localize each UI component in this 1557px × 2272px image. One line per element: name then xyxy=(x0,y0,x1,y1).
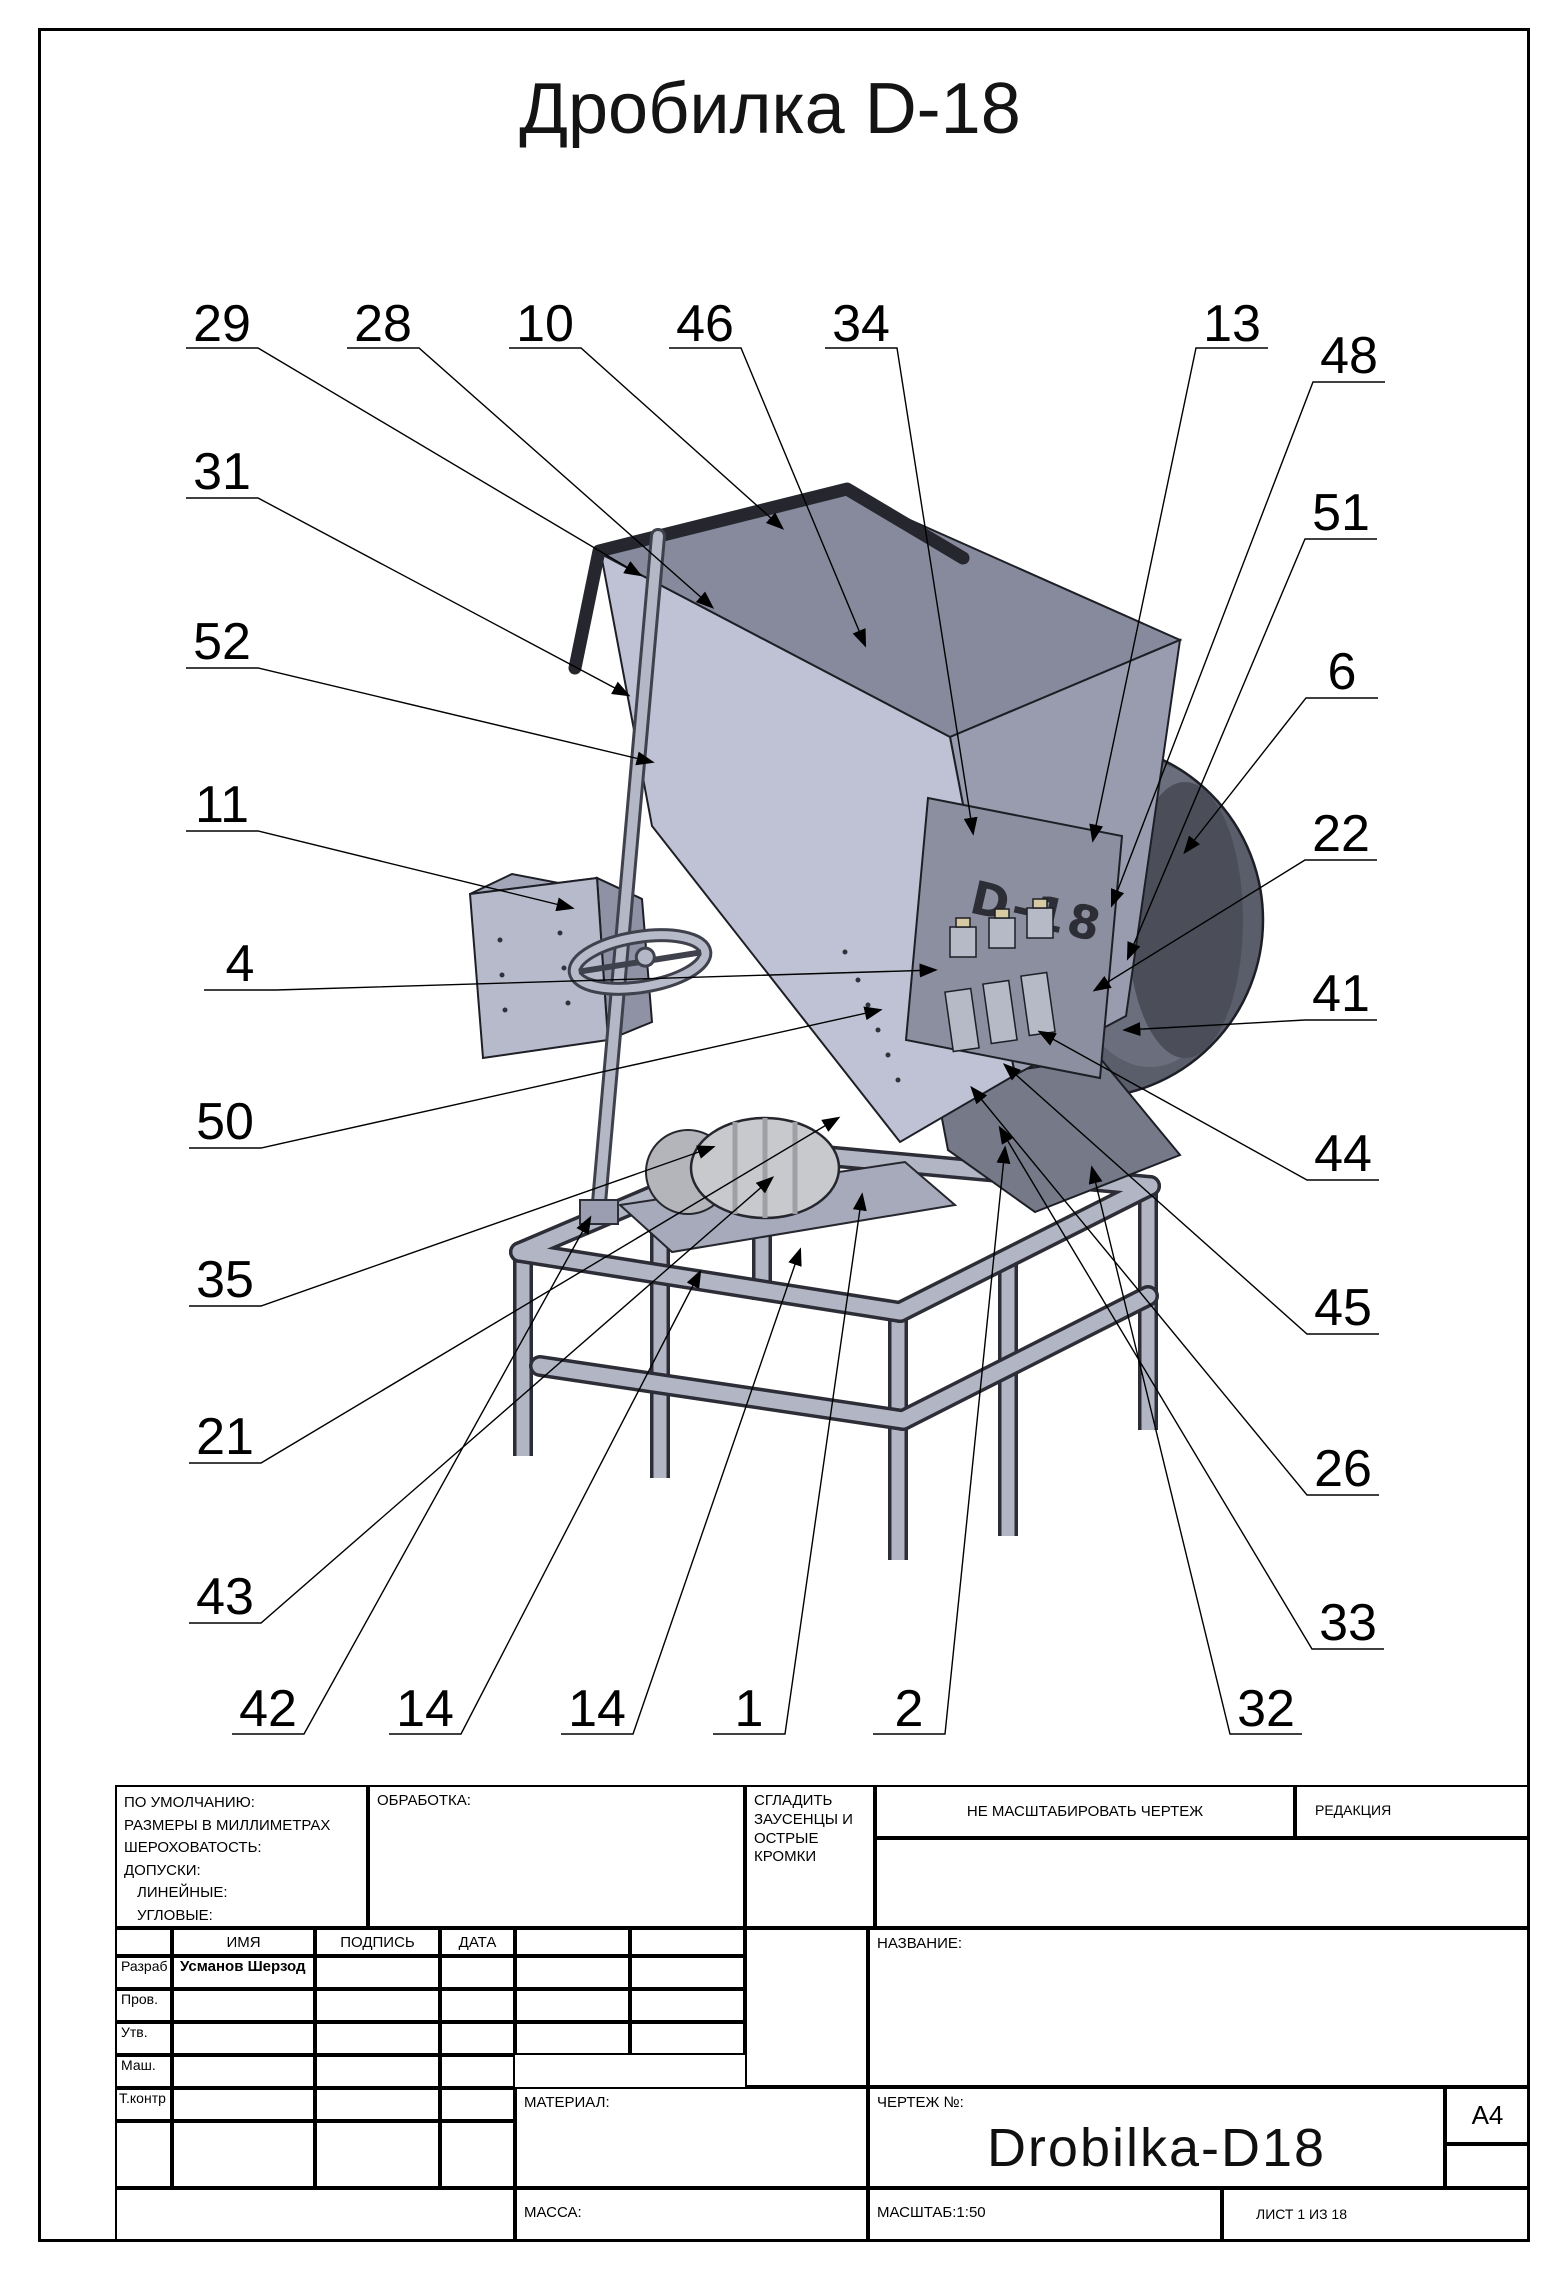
sig-empty xyxy=(172,1989,315,2022)
callout-50: 50 xyxy=(196,1093,254,1151)
drafter-name: Усманов Шерзод xyxy=(180,1958,306,1975)
no-scale-label: НЕ МАСШТАБИРОВАТЬ ЧЕРТЕЖ xyxy=(966,1803,1204,1820)
sig-row-label xyxy=(115,1989,172,2022)
callout-14a: 14 xyxy=(396,1680,454,1738)
sig-empty xyxy=(440,2121,515,2188)
leader-14b xyxy=(561,1250,800,1738)
callout-4: 4 xyxy=(225,935,255,993)
sig-empty xyxy=(440,2088,515,2121)
defaults-cell xyxy=(115,1785,368,1928)
callout-44: 44 xyxy=(1314,1125,1372,1183)
mass-cell xyxy=(515,2188,868,2242)
scale-cell xyxy=(868,2188,1222,2242)
sig-row-label xyxy=(115,2088,172,2121)
callout-48: 48 xyxy=(1320,327,1378,385)
sig-empty xyxy=(630,1989,745,2022)
sig-empty xyxy=(172,2022,315,2055)
leader-33 xyxy=(1000,1125,1384,1652)
callout-28: 28 xyxy=(354,295,412,353)
callout-22: 22 xyxy=(1312,805,1370,863)
callout-31: 31 xyxy=(193,443,251,501)
checked-label: Пров. xyxy=(121,1991,158,2007)
sig-header-date xyxy=(440,1928,515,1956)
callout-51: 51 xyxy=(1312,484,1370,542)
sig-empty xyxy=(315,2088,440,2121)
defaults-line: ЛИНЕЙНЫЕ: xyxy=(137,1884,228,1901)
sig-empty xyxy=(440,2022,515,2055)
drawing-number-label: ЧЕРТЕЖ №: xyxy=(877,2094,964,2111)
defaults-line: УГЛОВЫЕ: xyxy=(137,1906,213,1924)
sig-empty xyxy=(440,1956,515,1989)
sig-empty xyxy=(440,1989,515,2022)
leader-35 xyxy=(189,1147,713,1309)
revision-empty-cell xyxy=(875,1838,1530,1928)
format-empty-cell xyxy=(1445,2144,1530,2188)
bottom-empty-cell xyxy=(115,2188,515,2242)
callout-11: 11 xyxy=(195,776,249,834)
sheet-label: ЛИСТ 1 ИЗ 18 xyxy=(1256,2206,1347,2222)
sig-row-label xyxy=(115,2055,172,2088)
callout-43: 43 xyxy=(196,1568,254,1626)
title-name-cell xyxy=(868,1928,1530,2087)
title-name-label: НАЗВАНИЕ: xyxy=(877,1935,963,1952)
sig-empty xyxy=(630,2022,745,2055)
drafted-label: Разраб xyxy=(121,1958,168,1974)
signature-header-label: ПОДПИСЬ xyxy=(340,1933,415,1951)
callout-2: 2 xyxy=(894,1680,924,1738)
callout-42: 42 xyxy=(239,1680,297,1738)
sig-empty xyxy=(630,1956,745,1989)
sig-empty xyxy=(315,2022,440,2055)
callout-6: 6 xyxy=(1327,643,1357,701)
sig-empty xyxy=(315,2121,440,2188)
sig-empty xyxy=(315,1956,440,1989)
sig-header-empty xyxy=(115,1928,172,1956)
leader-42 xyxy=(232,1218,590,1738)
callout-21: 21 xyxy=(196,1408,254,1466)
date-header-label: ДАТА xyxy=(458,1933,497,1951)
revision-cell xyxy=(1295,1785,1530,1838)
defaults-line: ПО УМОЛЧАНИЮ: xyxy=(124,1794,255,1811)
callout-41: 41 xyxy=(1312,965,1370,1023)
callout-46: 46 xyxy=(676,295,734,353)
drawing-number: Drobilka-D18 xyxy=(986,2118,1327,2178)
scale-label: МАСШТАБ:1:50 xyxy=(877,2204,986,2221)
defaults-line: ДОПУСКИ: xyxy=(124,1861,201,1879)
callout-32: 32 xyxy=(1237,1680,1295,1738)
callout-45: 45 xyxy=(1314,1279,1372,1337)
leader-52 xyxy=(186,668,652,762)
sig-header-empty2 xyxy=(515,1928,630,1956)
callout-1: 1 xyxy=(734,1680,764,1738)
sig-header-name xyxy=(172,1928,315,1956)
defaults-line: ШЕРОХОВАТОСТЬ: xyxy=(124,1839,262,1856)
sheet-cell xyxy=(1222,2188,1530,2242)
strip-cell xyxy=(745,1928,868,2087)
sig-empty xyxy=(515,1956,630,1989)
sig-row-label xyxy=(115,1956,172,1989)
approved-label: Утв. xyxy=(121,2024,148,2040)
leader-10 xyxy=(509,348,782,528)
sig-empty xyxy=(172,2121,315,2188)
material-label: МАТЕРИАЛ: xyxy=(524,2094,610,2111)
finish-label: ОБРАБОТКА: xyxy=(377,1792,471,1809)
no-scale-cell xyxy=(875,1785,1295,1838)
callout-14b: 14 xyxy=(568,1680,626,1738)
callout-34: 34 xyxy=(832,295,890,353)
material-cell xyxy=(515,2087,868,2188)
sig-empty xyxy=(515,2022,630,2055)
finish-cell xyxy=(368,1785,745,1928)
deburr-cell xyxy=(745,1785,875,1928)
drafter-name-cell xyxy=(172,1956,315,1989)
machine-label: Маш. xyxy=(121,2057,156,2073)
callout-13: 13 xyxy=(1203,295,1261,353)
sig-header-empty3 xyxy=(630,1928,745,1956)
mass-label: МАССА: xyxy=(524,2204,582,2221)
sig-empty xyxy=(515,1989,630,2022)
callout-33: 33 xyxy=(1319,1594,1377,1652)
leader-31 xyxy=(186,498,628,695)
callout-52: 52 xyxy=(193,613,251,671)
defaults-line: РАЗМЕРЫ В МИЛЛИМЕТРАХ xyxy=(124,1816,331,1834)
sig-empty xyxy=(315,2055,440,2088)
callout-35: 35 xyxy=(196,1251,254,1309)
title-block xyxy=(115,1785,1530,2242)
sig-header-signature xyxy=(315,1928,440,1956)
deburr-label: СГЛАДИТЬ ЗАУСЕНЦЫ И ОСТРЫЕ КРОМКИ xyxy=(754,1792,853,1866)
sig-empty xyxy=(172,2088,315,2121)
sig-empty xyxy=(115,2121,172,2188)
drawing-number-cell xyxy=(868,2087,1445,2188)
sig-empty xyxy=(440,2055,515,2088)
format-cell xyxy=(1445,2087,1530,2144)
sig-row-label xyxy=(115,2022,172,2055)
leader-29 xyxy=(186,348,640,575)
format-label: A4 xyxy=(1471,2100,1504,2130)
callout-26: 26 xyxy=(1314,1440,1372,1498)
tech-control-label: Т.контр xyxy=(119,2090,166,2106)
callout-29: 29 xyxy=(193,295,251,353)
name-header-label: ИМЯ xyxy=(226,1933,261,1951)
sig-empty xyxy=(172,2055,315,2088)
revision-label: РЕДАКЦИЯ xyxy=(1315,1802,1392,1818)
sig-empty xyxy=(315,1989,440,2022)
drawing-title: Дробилка D-18 xyxy=(519,69,1021,149)
callout-10: 10 xyxy=(516,295,574,353)
